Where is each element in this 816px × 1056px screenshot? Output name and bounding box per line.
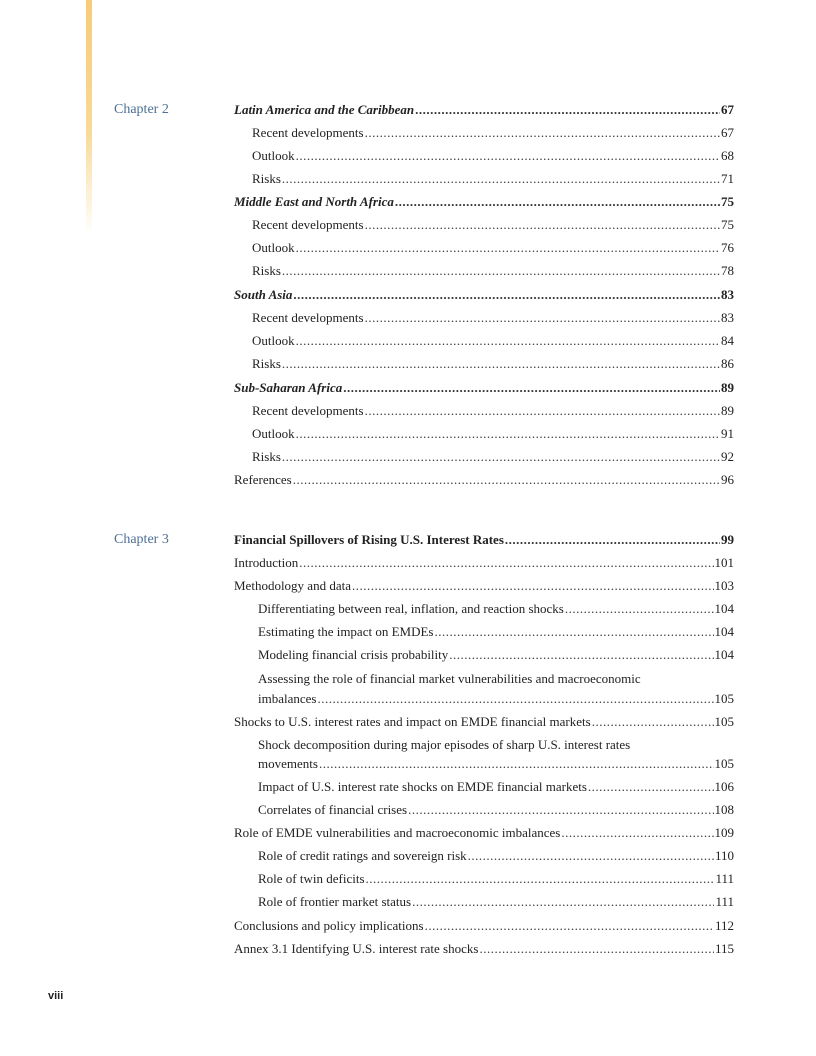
accent-bar xyxy=(86,0,92,235)
toc-entry-shock-decomposition[interactable] xyxy=(258,756,734,771)
toc-page-number: 67 xyxy=(721,102,734,117)
toc-entry-south-asia[interactable] xyxy=(234,287,734,302)
toc-entry-title: Shocks to U.S. interest rates and impact on EMDE financial markets xyxy=(234,714,591,729)
leader-dots xyxy=(282,356,720,371)
toc-page-number: 75 xyxy=(721,194,734,209)
toc-page-number: 68 xyxy=(721,148,734,163)
toc-entry-title: Outlook xyxy=(252,148,295,163)
toc-entry-title: Outlook xyxy=(252,333,295,348)
toc-entry-financial-spillovers[interactable] xyxy=(234,532,734,547)
toc-entry-middle-east[interactable] xyxy=(234,194,734,209)
leader-dots xyxy=(434,624,713,639)
leader-dots xyxy=(296,148,720,163)
toc-entry-title: Financial Spillovers of Rising U.S. Interest Rates xyxy=(234,532,504,547)
toc-page-number: 78 xyxy=(721,263,734,278)
leader-dots xyxy=(343,380,720,395)
toc-page-number: 91 xyxy=(721,426,734,441)
leader-dots xyxy=(299,555,713,570)
toc-entry-impact-us-shocks[interactable] xyxy=(258,779,734,794)
toc-entry-methodology[interactable] xyxy=(234,578,734,593)
toc-entry-differentiating-shocks[interactable] xyxy=(258,601,734,616)
toc-entry-title-line1[interactable]: Shock decomposition during major episodes of sharp U.S. interest rates xyxy=(258,737,631,752)
toc-page-number: 67 xyxy=(721,125,734,140)
toc-entry-sub-saharan-africa[interactable] xyxy=(234,380,734,395)
leader-dots xyxy=(365,125,720,140)
leader-dots xyxy=(565,601,714,616)
leader-dots xyxy=(352,578,714,593)
leader-dots xyxy=(317,691,713,706)
toc-entry-emde-vulnerabilities[interactable] xyxy=(234,825,734,840)
leader-dots xyxy=(425,918,714,933)
toc-entry-latin-america[interactable] xyxy=(234,102,734,117)
toc-page-number: 112 xyxy=(714,918,734,933)
leader-dots xyxy=(282,263,720,278)
leader-dots xyxy=(408,802,713,817)
toc-entry-title: Differentiating between real, inflation, and reaction shocks xyxy=(258,601,564,616)
leader-dots xyxy=(296,426,720,441)
toc-page-number: 84 xyxy=(721,333,734,348)
toc-entry-title: Methodology and data xyxy=(234,578,351,593)
toc-entry-introduction[interactable] xyxy=(234,555,734,570)
leader-dots xyxy=(293,287,720,302)
toc-entry-title: Correlates of financial crises xyxy=(258,802,408,817)
toc-entry-title: Impact of U.S. interest rate shocks on EMDE financial markets xyxy=(258,779,587,794)
toc-entry-risks[interactable] xyxy=(252,263,734,278)
toc-entry-recent-developments[interactable] xyxy=(252,217,734,232)
toc-entry-assessing-role[interactable] xyxy=(258,691,734,706)
leader-dots xyxy=(415,102,720,117)
toc-page-number: 89 xyxy=(721,380,734,395)
toc-entry-title: Estimating the impact on EMDEs xyxy=(258,624,434,639)
leader-dots xyxy=(505,532,720,547)
toc-page-number: 108 xyxy=(714,802,734,817)
toc-entry-title: Outlook xyxy=(252,426,295,441)
leader-dots xyxy=(282,449,720,464)
toc-entry-shocks-us-rates[interactable] xyxy=(234,714,734,729)
toc-entry-conclusions[interactable] xyxy=(234,918,734,933)
toc-page-number: 92 xyxy=(721,449,734,464)
chapter-2-label: Chapter 2 xyxy=(114,102,169,117)
toc-entry-title: Role of EMDE vulnerabilities and macroeconomic imbalances xyxy=(234,825,561,840)
toc-page-number: 105 xyxy=(714,714,734,729)
leader-dots xyxy=(319,756,714,771)
toc-entry-recent-developments[interactable] xyxy=(252,125,734,140)
toc-entry-title: Recent developments xyxy=(252,403,364,418)
toc-entry-title: South Asia xyxy=(234,287,293,302)
toc-entry-outlook[interactable] xyxy=(252,426,734,441)
toc-page-number: 83 xyxy=(721,310,734,325)
toc-page-number: 99 xyxy=(721,532,734,547)
toc-entry-outlook[interactable] xyxy=(252,333,734,348)
toc-page-number: 101 xyxy=(714,555,734,570)
toc-entry-title: Risks xyxy=(252,449,281,464)
leader-dots xyxy=(365,403,720,418)
toc-page-number: 104 xyxy=(714,601,734,616)
toc-page-number: 75 xyxy=(721,217,734,232)
toc-page-number: 105 xyxy=(714,691,734,706)
toc-page-number: 111 xyxy=(715,871,734,886)
leader-dots xyxy=(412,894,714,909)
leader-dots xyxy=(366,871,715,886)
toc-page-number: 104 xyxy=(714,647,734,662)
toc-entry-title: Latin America and the Caribbean xyxy=(234,102,415,117)
toc-entry-modeling-crisis[interactable] xyxy=(258,647,734,662)
toc-page-number: 115 xyxy=(714,941,734,956)
toc-entry-risks[interactable] xyxy=(252,171,734,186)
toc-entry-credit-ratings[interactable] xyxy=(258,848,734,863)
toc-page-number: 104 xyxy=(714,624,734,639)
toc-entry-recent-developments[interactable] xyxy=(252,310,734,325)
chapter-3-label: Chapter 3 xyxy=(114,532,169,547)
toc-entry-outlook[interactable] xyxy=(252,240,734,255)
toc-entry-outlook[interactable] xyxy=(252,148,734,163)
leader-dots xyxy=(365,217,720,232)
leader-dots xyxy=(282,171,720,186)
toc-entry-title: Risks xyxy=(252,356,281,371)
leader-dots xyxy=(588,779,714,794)
toc-page-number: 83 xyxy=(721,287,734,302)
leader-dots xyxy=(561,825,713,840)
leader-dots xyxy=(296,333,720,348)
toc-page-number: 105 xyxy=(714,756,734,771)
toc-entry-title: Outlook xyxy=(252,240,295,255)
toc-entry-twin-deficits[interactable] xyxy=(258,871,734,886)
toc-page-number: 103 xyxy=(714,578,734,593)
toc-entry-title: Sub-Saharan Africa xyxy=(234,380,343,395)
toc-page-number: 110 xyxy=(714,848,734,863)
leader-dots xyxy=(296,240,720,255)
toc-entry-title: Recent developments xyxy=(252,125,364,140)
toc-entry-title: Risks xyxy=(252,263,281,278)
toc-page-number: 109 xyxy=(714,825,734,840)
toc-entry-title-line2: movements xyxy=(258,756,318,771)
toc-entry-estimating-impact[interactable] xyxy=(258,624,734,639)
toc-entry-title: Modeling financial crisis probability xyxy=(258,647,449,662)
page-folio: viii xyxy=(48,990,64,1002)
toc-page-number: 106 xyxy=(714,779,734,794)
leader-dots xyxy=(592,714,714,729)
toc-page-number: 96 xyxy=(721,472,734,487)
toc-entry-title: Middle East and North Africa xyxy=(234,194,394,209)
leader-dots xyxy=(479,941,714,956)
toc-entry-annex-3-1[interactable] xyxy=(234,941,734,956)
leader-dots xyxy=(395,194,720,209)
toc-page-number: 76 xyxy=(721,240,734,255)
toc-entry-title-line2: imbalances xyxy=(258,691,317,706)
toc-entry-title: Recent developments xyxy=(252,217,364,232)
toc-entry-title-line1[interactable]: Assessing the role of financial market vulnerabilities and macroeconomic xyxy=(258,671,641,686)
toc-entry-frontier-market[interactable] xyxy=(258,894,734,909)
toc-entry-title: Role of frontier market status xyxy=(258,894,412,909)
toc-page-number: 71 xyxy=(721,171,734,186)
toc-entry-correlates-crises[interactable] xyxy=(258,802,734,817)
toc-page-number: 86 xyxy=(721,356,734,371)
toc-entry-title: Recent developments xyxy=(252,310,364,325)
leader-dots xyxy=(365,310,720,325)
toc-entry-title: Role of credit ratings and sovereign risk xyxy=(258,848,467,863)
toc-entry-risks[interactable] xyxy=(252,449,734,464)
leader-dots xyxy=(449,647,713,662)
toc-entry-title: Annex 3.1 Identifying U.S. interest rate shocks xyxy=(234,941,479,956)
toc-entry-title: Risks xyxy=(252,171,281,186)
toc-entry-references[interactable] xyxy=(234,472,734,487)
toc-page-number: 111 xyxy=(715,894,734,909)
leader-dots xyxy=(293,472,720,487)
toc-entry-title: Role of twin deficits xyxy=(258,871,365,886)
toc-entry-recent-developments[interactable] xyxy=(252,403,734,418)
toc-entry-title: Conclusions and policy implications xyxy=(234,918,424,933)
toc-entry-title: Introduction xyxy=(234,555,299,570)
toc-entry-title: References xyxy=(234,472,292,487)
toc-entry-risks[interactable] xyxy=(252,356,734,371)
leader-dots xyxy=(468,848,714,863)
toc-page-number: 89 xyxy=(721,403,734,418)
